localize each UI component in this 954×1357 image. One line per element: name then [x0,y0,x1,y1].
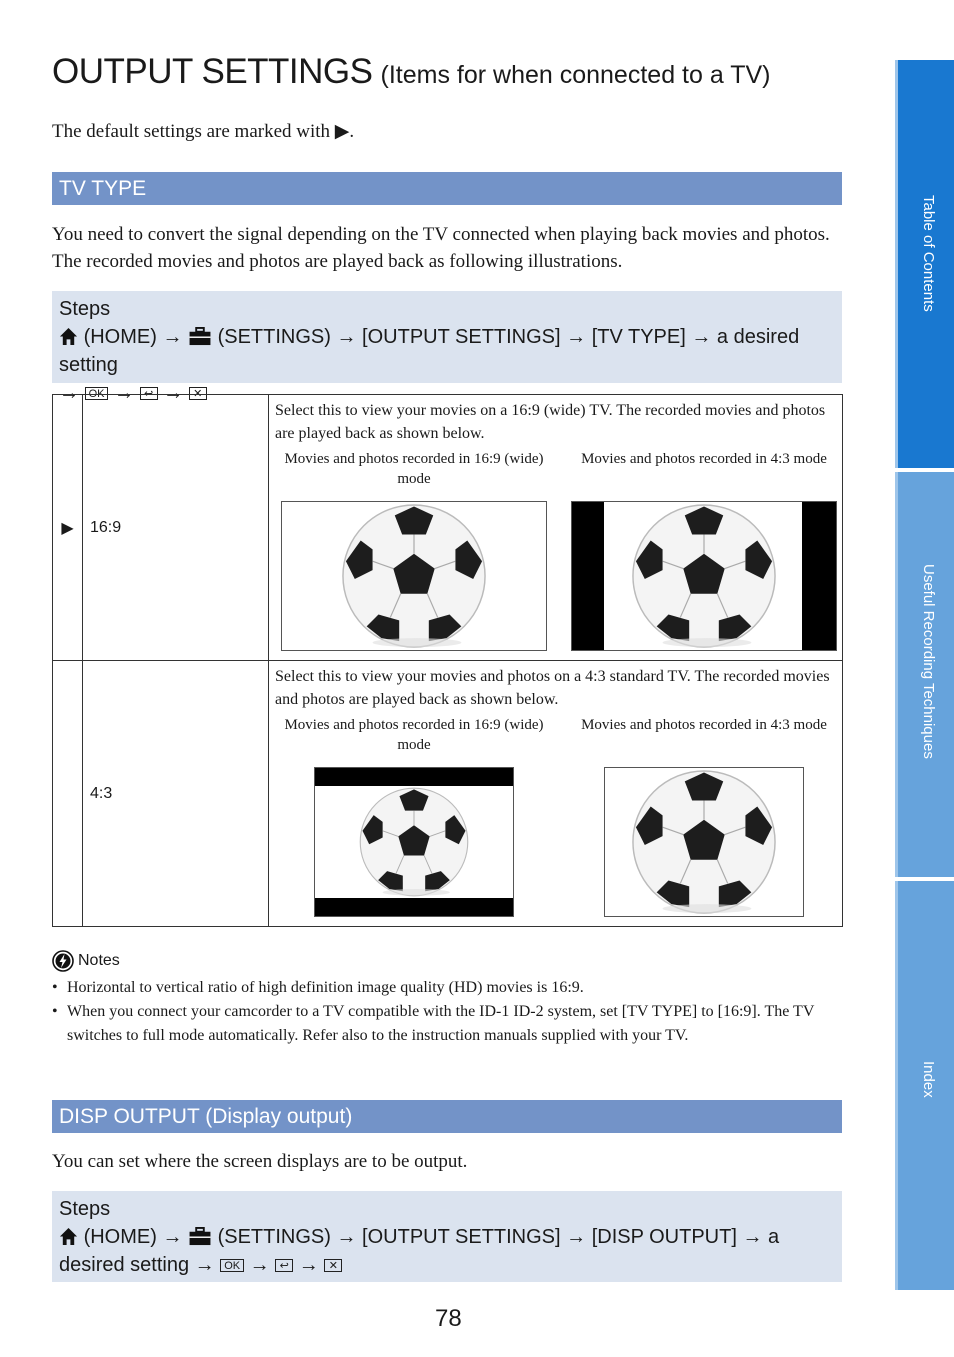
table-row [53,395,843,661]
side-tab-useful-recording-techniques[interactable] [895,472,954,877]
disp-output-steps: Steps (HOME) → (SETTINGS) → [OUTPUT SETTINGS] → [DISP OUTPUT] → a desired setting → OK → ↩ → ✕ [52,1191,842,1282]
table-row [53,661,843,927]
return-icon: ↩ [275,1259,293,1272]
list-item: • When you connect your camcorder to a TV compatible with the ID-1 ID-2 system, set [TV TYPE] to [16:9]. The TV switches to full mode automatically. Refer also to the instruction manuals supplied with your TV. [52,1000,837,1048]
return-icon: ↩ [140,387,158,400]
tv-type-options-table [52,394,843,927]
illustration-wide-on-wide-tv [281,501,547,651]
settings-toolbox-icon [188,1227,212,1246]
settings-toolbox-icon [188,327,212,346]
default-marker [53,661,83,927]
caption-standard: Movies and photos recorded in 4:3 mode [581,451,827,467]
ok-key-icon: OK [220,1259,244,1272]
page-title-main: OUTPUT SETTINGS [52,52,373,91]
default-note: The default settings are marked with ▶. [52,121,355,142]
disp-output-intro: You can set where the screen displays are to be output. [52,1151,468,1172]
ok-key-icon: OK [85,387,109,400]
notes-list [52,976,837,1048]
notes-title: Notes [78,952,120,969]
caption-wide: Movies and photos recorded in 16:9 (wide) mode [284,717,544,753]
section-heading-tv-type: TV TYPE [52,172,842,205]
home-icon [59,1227,78,1246]
notes-warning-icon [52,950,74,972]
option-description-cell [269,661,843,927]
steps-settings: (SETTINGS) [217,1226,331,1248]
steps-path: [OUTPUT SETTINGS] → [TV TYPE] → a desired setting [59,326,800,376]
illustration-wide-on-standard-tv [314,767,514,917]
option-name: 16:9 [83,395,269,661]
option-name: 4:3 [83,661,269,927]
steps-settings: (SETTINGS) [217,326,331,348]
page-title-sub: (Items for when connected to a TV) [380,61,771,89]
default-marker-icon: ▶ [53,395,83,661]
steps-label: Steps [59,298,111,320]
section-heading-disp-output: DISP OUTPUT (Display output) [52,1100,842,1133]
side-tab-index[interactable] [895,881,954,1290]
steps-home: (HOME) [83,1226,157,1248]
steps-path: [OUTPUT SETTINGS] → [DISP OUTPUT] → a desired setting [59,1226,780,1276]
close-icon: ✕ [324,1259,342,1272]
steps-label: Steps [59,1198,111,1220]
option-description: Select this to view your movies on a 16:9 (wide) TV. The recorded movies and photos are played back as shown below. [275,402,826,442]
notes-heading [52,950,120,972]
list-item: • Horizontal to vertical ratio of high definition image quality (HD) movies is 16:9. [52,976,837,1000]
side-tab-table-of-contents[interactable] [895,60,954,468]
page-title [52,52,771,92]
home-icon [59,327,78,346]
tv-type-intro: You need to convert the signal depending on the TV connected when playing back movies and photos. The recorded movies and photos are played back as following illustrations. [52,224,830,272]
option-description-cell [269,395,843,661]
side-tab-label: Useful Recording Techniques [920,564,937,759]
steps-home: (HOME) [83,326,157,348]
caption-wide: Movies and photos recorded in 16:9 (wide) mode [284,451,544,487]
tv-type-steps: Steps (HOME) → (SETTINGS) → [OUTPUT SETTINGS] → [TV TYPE] → a desired setting → OK → ↩ → ✕ [52,291,842,383]
caption-standard: Movies and photos recorded in 4:3 mode [581,717,827,733]
illustration-standard-on-standard-tv [604,767,804,917]
page-number: 78 [435,1305,462,1332]
illustration-standard-on-wide-tv [571,501,837,651]
close-icon: ✕ [189,387,207,400]
option-description: Select this to view your movies and photos on a 4:3 standard TV. The recorded movies and photos are played back as shown below. [275,668,830,708]
side-tab-label: Table of Contents [920,195,937,312]
side-tab-label: Index [920,1061,937,1098]
